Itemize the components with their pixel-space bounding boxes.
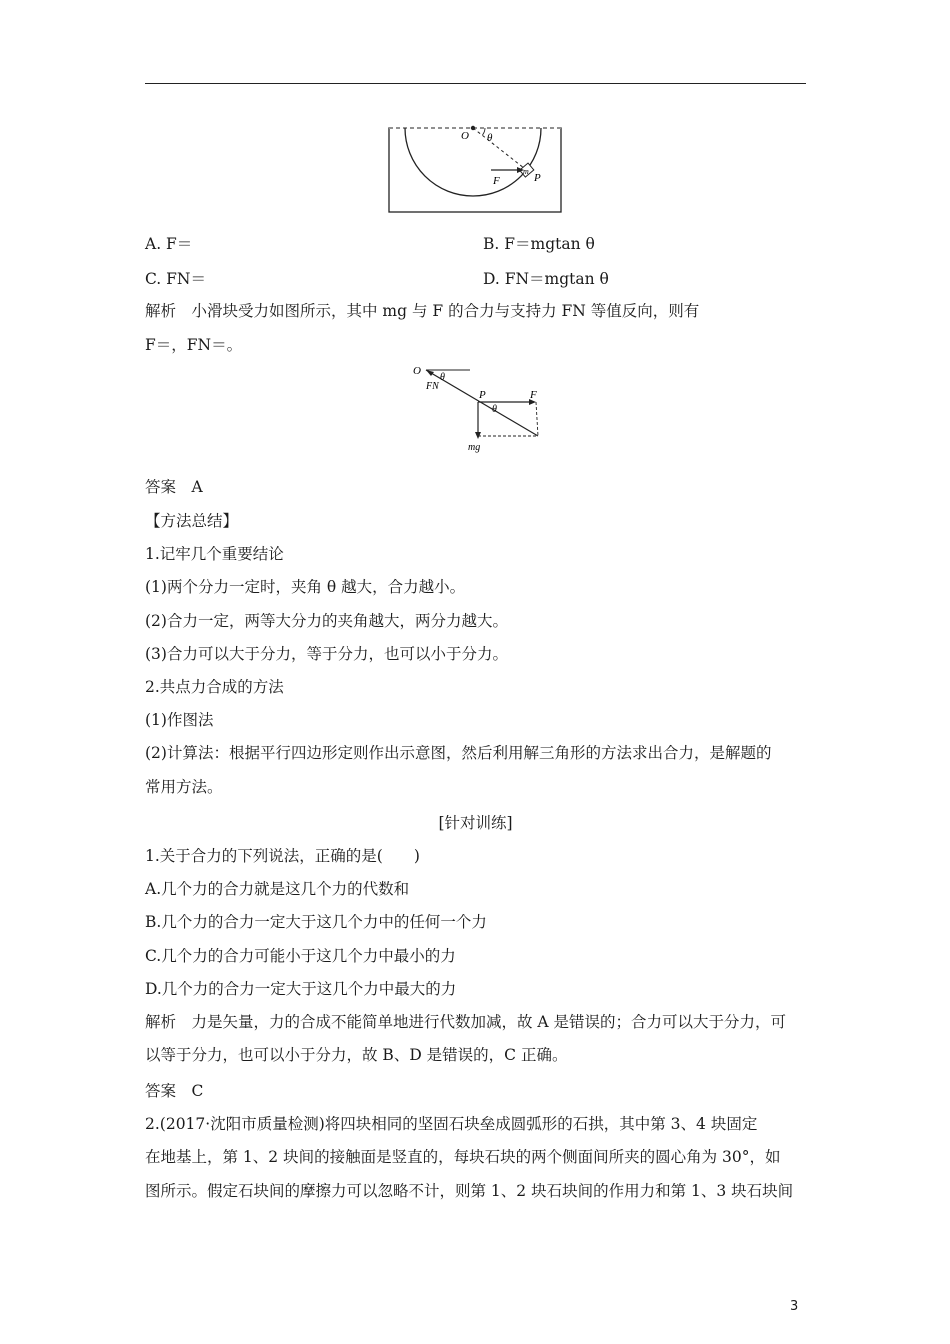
q1-option-b: B.几个力的合力一定大于这几个力中的任何一个力 bbox=[145, 913, 487, 931]
fig1-label-o: O bbox=[461, 130, 469, 142]
fig1-label-f: F bbox=[493, 175, 500, 187]
q1-stem: 1.关于合力的下列说法，正确的是( ) bbox=[145, 847, 420, 865]
fig2-label-theta2: θ bbox=[492, 404, 497, 415]
fig1-label-m: m bbox=[523, 167, 529, 176]
fig2-label-theta1: θ bbox=[440, 372, 445, 383]
method-line-3: (3)合力可以大于分力，等于分力，也可以小于分力。 bbox=[145, 645, 508, 663]
analysis1-line1: 解析 小滑块受力如图所示，其中 mg 与 F 的合力与支持力 FN 等值反向，则有 bbox=[145, 302, 700, 320]
analysis2-line1: 解析 力是矢量，力的合成不能简单地进行代数加减，故 A 是错误的；合力可以大于分力，可 bbox=[145, 1013, 787, 1031]
fig2-label-mg: mg bbox=[468, 442, 481, 453]
analysis2-line2: 以等于分力，也可以小于分力，故 B、D 是错误的，C 正确。 bbox=[145, 1046, 568, 1064]
bowl-figure bbox=[385, 124, 565, 216]
method-line-0: 1.记牢几个重要结论 bbox=[145, 545, 284, 563]
q2-line1: 2.(2017·沈阳市质量检测)将四块相同的坚固石块垒成圆弧形的石拱，其中第 3、4 块固定 bbox=[145, 1115, 758, 1133]
q1-option-c: C.几个力的合力可能小于这几个力中最小的力 bbox=[145, 947, 456, 965]
fig2-label-p: P bbox=[479, 389, 486, 401]
option-d: D. FN＝mgtan θ bbox=[483, 270, 609, 288]
q2-line2: 在地基上，第 1、2 块间的接触面是竖直的，每块石块的两个侧面间所夹的圆心角为 30°，如 bbox=[145, 1148, 781, 1166]
training-title: [针对训练] bbox=[438, 814, 513, 832]
method-line-7: 常用方法。 bbox=[145, 778, 223, 796]
option-c: C. FN＝ bbox=[145, 270, 206, 288]
q1-option-d: D.几个力的合力一定大于这几个力中最大的力 bbox=[145, 980, 457, 998]
option-a: A. F＝ bbox=[145, 235, 193, 253]
method-line-6: (2)计算法：根据平行四边形定则作出示意图，然后利用解三角形的方法求出合力，是解题的 bbox=[145, 744, 772, 762]
q1-option-a: A.几个力的合力就是这几个力的代数和 bbox=[145, 880, 410, 898]
fig2-label-o: O bbox=[413, 365, 421, 377]
fig1-label-p: P bbox=[534, 172, 541, 184]
analysis1-line2: F＝，FN＝。 bbox=[145, 336, 243, 354]
method-line-4: 2.共点力合成的方法 bbox=[145, 678, 284, 696]
option-b: B. F＝mgtan θ bbox=[483, 235, 595, 253]
method-line-5: (1)作图法 bbox=[145, 711, 214, 729]
page-number: 3 bbox=[790, 1299, 799, 1314]
answer2: 答案 C bbox=[145, 1082, 204, 1100]
method-line-2: (2)合力一定，两等大分力的夹角越大，两分力越大。 bbox=[145, 612, 508, 630]
header-rule bbox=[145, 83, 806, 84]
fig2-label-f: F bbox=[530, 389, 537, 401]
force-diagram bbox=[408, 362, 558, 454]
method-line-1: (1)两个分力一定时，夹角 θ 越大，合力越小。 bbox=[145, 578, 466, 596]
method-title: 【方法总结】 bbox=[145, 512, 239, 530]
fig1-label-theta: θ bbox=[487, 132, 493, 144]
fig2-label-fn: FN bbox=[426, 381, 439, 392]
answer1: 答案 A bbox=[145, 478, 203, 496]
q2-line3: 图所示。假定石块间的摩擦力可以忽略不计，则第 1、2 块石块间的作用力和第 1、3 块石块间 bbox=[145, 1182, 794, 1200]
